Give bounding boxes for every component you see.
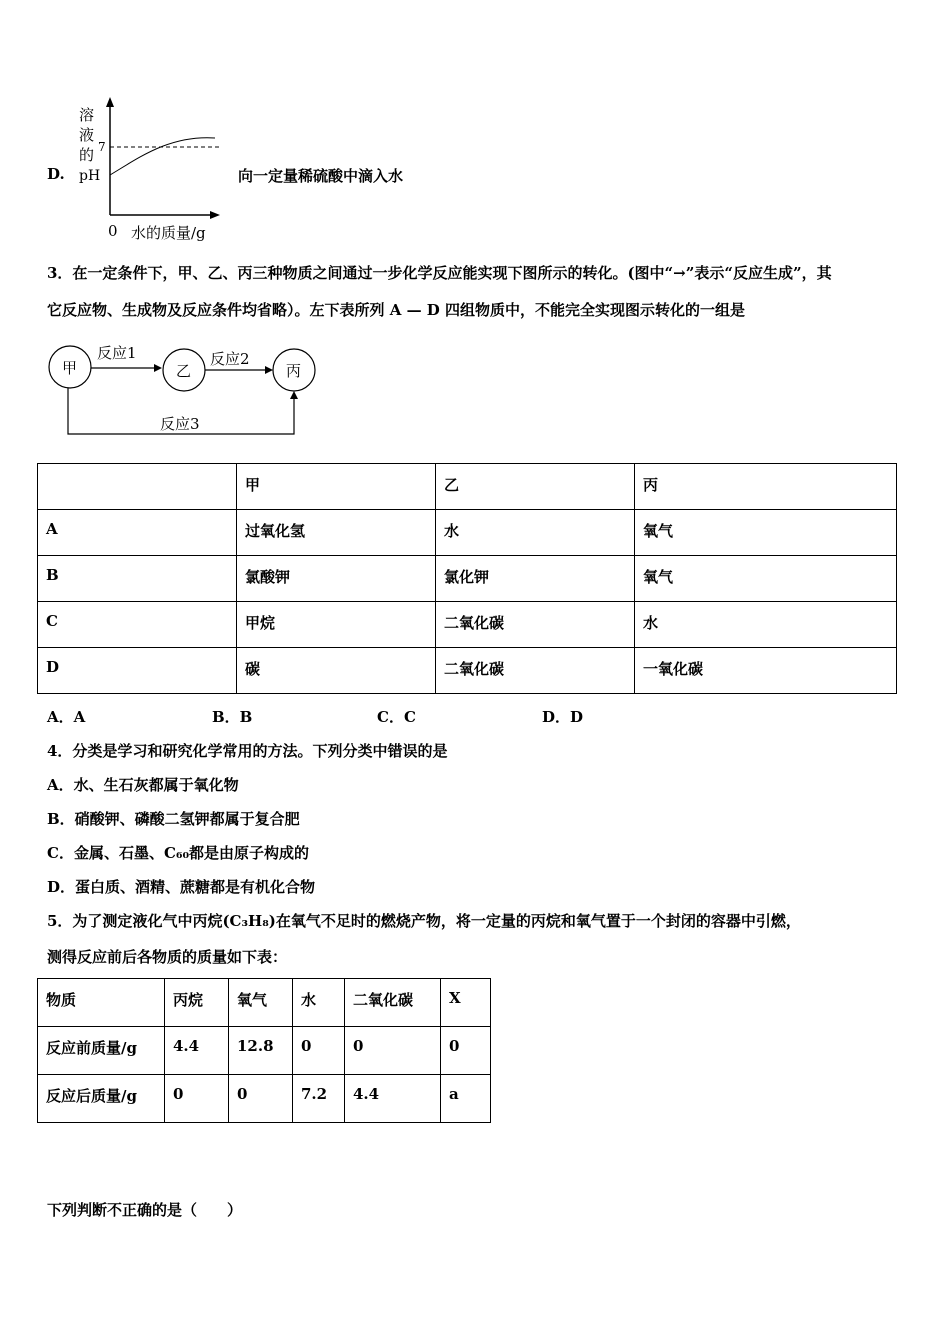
x-axis-label: 水的质量/g (131, 224, 206, 242)
table-cell: 7.2 (293, 1075, 345, 1123)
table-cell: 氧气 (229, 979, 293, 1027)
table-cell: 4.4 (345, 1075, 441, 1123)
table-cell: 氧气 (635, 510, 897, 556)
table-cell: 氧气 (635, 556, 897, 602)
table-cell: 0 (229, 1075, 293, 1123)
table-row (38, 510, 897, 556)
table-cell: 0 (345, 1027, 441, 1075)
table-row (38, 1075, 491, 1123)
x-axis-origin: 0 (108, 222, 118, 240)
table-cell: a (441, 1075, 491, 1123)
q5-question: 下列判断不正确的是（ ） (47, 1201, 243, 1219)
table-row (38, 1027, 491, 1075)
table-cell: 水 (293, 979, 345, 1027)
q3-option-b[interactable]: B．B (212, 708, 253, 726)
table-cell: 4.4 (165, 1027, 229, 1075)
table-row (38, 602, 897, 648)
table-cell (38, 464, 237, 510)
table-row (38, 648, 897, 694)
arrow-reaction2-head (265, 366, 273, 374)
table-cell: 0 (441, 1027, 491, 1075)
arrow-reaction3-head (290, 391, 298, 399)
table-cell: 氯酸钾 (237, 556, 436, 602)
table-cell: 过氧化氢 (237, 510, 436, 556)
ph-curve (110, 138, 215, 175)
table-cell: 水 (436, 510, 635, 556)
table-cell: 甲烷 (237, 602, 436, 648)
q4-option-c[interactable]: C．金属、石墨、C₆₀都是由原子构成的 (47, 844, 310, 862)
table-cell: 水 (635, 602, 897, 648)
option-d-label: D. (47, 165, 65, 183)
node-yi-label: 乙 (176, 362, 192, 380)
q3-stem-line1: 3．在一定条件下，甲、乙、丙三种物质之间通过一步化学反应能实现下图所示的转化。(图中“→”表示“反应生成”，其 (47, 264, 832, 282)
table-cell: 0 (165, 1075, 229, 1123)
table-cell: X (441, 979, 491, 1027)
q5-stem-line1: 5．为了测定液化气中丙烷(C₃H₈)在氧气不足时的燃烧产物，将一定量的丙烷和氧气置于一个封闭的容器中引燃， (47, 912, 801, 930)
table-cell: 反应后质量/g (38, 1075, 165, 1123)
y-tick-7: 7 (98, 140, 106, 154)
q4-option-b[interactable]: B．硝酸钾、磷酸二氢钾都属于复合肥 (47, 810, 300, 828)
reaction1-label: 反应1 (97, 344, 137, 362)
table-cell: 二氧化碳 (436, 648, 635, 694)
y-axis-char-3: 的 (79, 146, 95, 164)
table-cell: A (38, 510, 237, 556)
table-row (38, 979, 491, 1027)
table-cell: 反应前质量/g (38, 1027, 165, 1075)
table-cell: 0 (293, 1027, 345, 1075)
table-row (38, 464, 897, 510)
q4-option-d[interactable]: D．蛋白质、酒精、蔗糖都是有机化合物 (47, 878, 316, 896)
graph-caption: 向一定量稀硫酸中滴入水 (238, 167, 404, 185)
q3-option-c[interactable]: C．C (377, 708, 416, 726)
table-row (38, 556, 897, 602)
table-cell: 12.8 (229, 1027, 293, 1075)
y-axis-char-4: pH (79, 168, 101, 184)
table-cell: 甲 (237, 464, 436, 510)
q3-option-a[interactable]: A．A (47, 708, 86, 726)
reaction2-label: 反应2 (210, 350, 250, 368)
x-axis-arrow (210, 211, 220, 219)
table-cell: 二氧化碳 (436, 602, 635, 648)
y-axis-char-2: 液 (79, 126, 95, 144)
q5-stem-line2: 测得反应前后各物质的质量如下表： (47, 948, 288, 966)
q3-option-d[interactable]: D．D (542, 708, 584, 726)
node-bing-label: 丙 (286, 362, 302, 380)
table-cell: 丙烷 (165, 979, 229, 1027)
conversion-diagram (40, 335, 330, 440)
table-cell: 丙 (635, 464, 897, 510)
q5-table (37, 978, 491, 1123)
table-cell: B (38, 556, 237, 602)
y-axis-arrow (106, 97, 114, 107)
table-cell: 物质 (38, 979, 165, 1027)
table-cell: D (38, 648, 237, 694)
arrow-reaction1-head (154, 364, 162, 372)
reaction3-label: 反应3 (160, 415, 200, 433)
table-cell: 碳 (237, 648, 436, 694)
node-jia-label: 甲 (62, 359, 78, 377)
table-cell: 氯化钾 (436, 556, 635, 602)
q3-stem-line2: 它反应物、生成物及反应条件均省略）。左下表所列 A — D 四组物质中，不能完全实现图示转化的一组是 (47, 301, 746, 319)
table-cell: C (38, 602, 237, 648)
y-axis-char-1: 溶 (79, 106, 95, 124)
table-cell: 乙 (436, 464, 635, 510)
q4-stem: 4．分类是学习和研究化学常用的方法。下列分类中错误的是 (47, 742, 448, 760)
q4-option-a[interactable]: A．水、生石灰都属于氧化物 (47, 776, 239, 794)
table-cell: 二氧化碳 (345, 979, 441, 1027)
table-cell: 一氧化碳 (635, 648, 897, 694)
q3-table (37, 463, 897, 694)
